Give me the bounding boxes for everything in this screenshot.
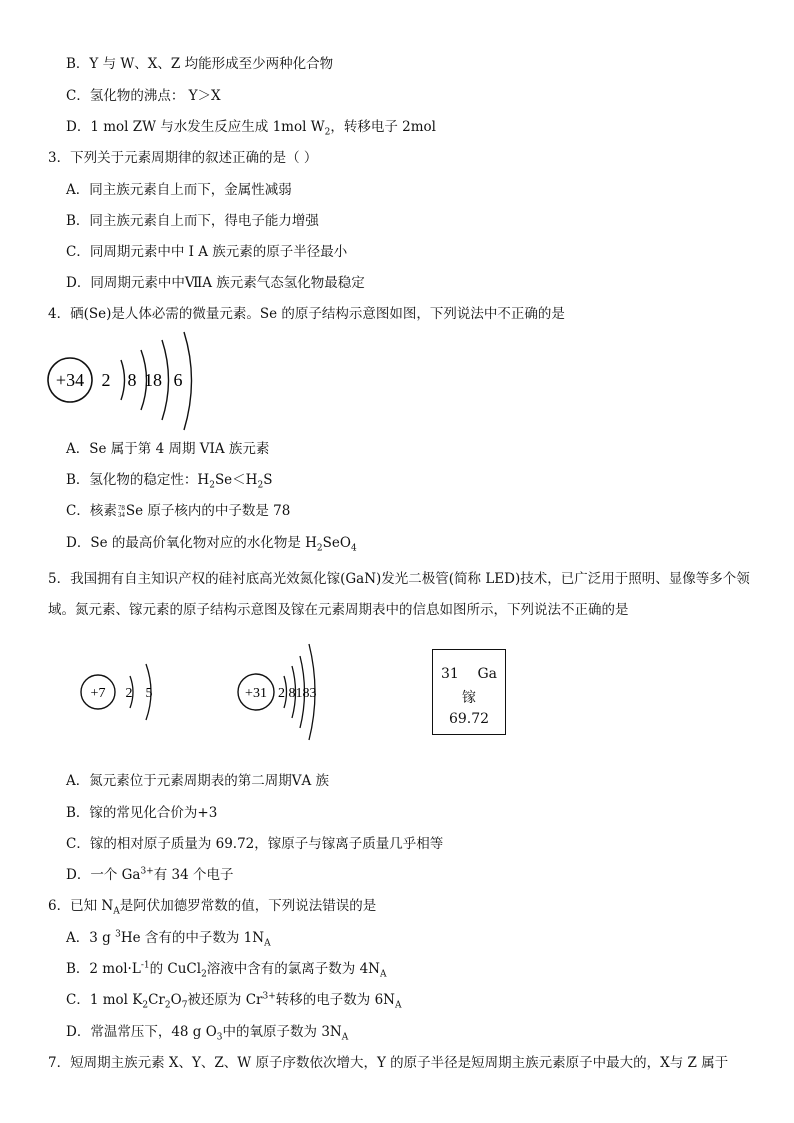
se-nuclide-notation: 78 34 xyxy=(117,503,125,519)
q3-option-c: C．同周期元素中中 I A 族元素的原子半径最小 xyxy=(66,244,348,260)
n-shell-1-count: 2 xyxy=(125,686,133,701)
se-nucleus-charge: +34 xyxy=(55,370,85,390)
q5-option-a: A．氮元素位于元素周期表的第二周期ⅤA 族 xyxy=(66,773,330,789)
q3-option-a: A．同主族元素自上而下，金属性减弱 xyxy=(66,182,292,198)
ga-atomic-mass: 69.72 xyxy=(448,711,490,727)
q5-option-d: D．一个 $Ga^{3+}$有 34 个电子 xyxy=(66,866,234,883)
q6-option-a: A．3 g $^3$He 含有的中子数为 $1N_A$ xyxy=(66,929,271,949)
q7-stem: 7．短周期主族元素 X、Y、Z、W 原子序数依次增大，Y 的原子半径是短周期主族元素原子中最大的，X与 Z 属于 xyxy=(48,1055,729,1071)
q2-option-d: D．1 mol ZW 与水发生反应生成 1mol $W_2$，转移电子 2mol xyxy=(66,119,436,138)
q3-stem: 3．下列关于元素周期律的叙述正确的是（ ） xyxy=(48,150,318,166)
ga-nucleus-charge: +31 xyxy=(245,686,267,701)
q4-option-a: A．Se 属于第 4 周期 VIA 族元素 xyxy=(66,441,270,457)
q3-option-d: D．同周期元素中中ⅦA 族元素气态氢化物最稳定 xyxy=(66,275,365,291)
q5-option-c: C．镓的相对原子质量为 69.72，镓原子与镓离子质量几乎相等 xyxy=(66,836,444,852)
se-atom-diagram xyxy=(44,330,204,434)
q4-option-d: D．Se 的最高价氧化物对应的水化物是 $H_2SeO_4$ xyxy=(66,535,357,554)
q5-stem: 5．我国拥有自主知识产权的硅衬底高光效氮化镓(GaN)发光二极管(简称 LED)技术，已广泛用于照明、显像等多个领域。氮元素、镓元素的原子结构示意图及镓在元素周期表中的信息如图所示，下列说法不正确的是 xyxy=(48,571,750,618)
q6-option-d: D．常温常压下，48 g $O_3$中的氧原子数为 $3N_A$ xyxy=(66,1024,349,1043)
n-shell-2-count: 5 xyxy=(145,686,153,701)
q4-option-b: B．氢化物的稳定性：$H_2Se<H_2S$ xyxy=(66,472,273,491)
ga-atomic-number: 31 xyxy=(441,666,459,682)
se-shell-arc-1 xyxy=(121,360,125,400)
q4-option-c: C．核素78 34Se 原子核内的中子数是 78 xyxy=(66,503,291,519)
se-shell-arc-3 xyxy=(162,340,169,420)
ga-element-name: 镓 xyxy=(462,690,476,706)
ga-symbol: Ga xyxy=(477,666,497,682)
n-nucleus-charge: +7 xyxy=(90,686,106,701)
ga-shell-counts: 2 8183 xyxy=(278,686,317,701)
q6-option-b: B．2 $mol\cdot L^{-1}$的 CuCl$_2$溶液中含有的氯离子数为 $4N_A$ xyxy=(66,960,387,980)
q4-stem: 4．硒(Se)是人体必需的微量元素。Se 的原子结构示意图如图，下列说法中不正确的是 xyxy=(48,306,565,322)
q2-option-b: B．Y 与 W、X、Z 均能形成至少两种化合物 xyxy=(66,56,334,72)
se-shell-arc-4 xyxy=(184,332,192,430)
se-shell-1-count: 2 xyxy=(101,370,111,390)
ga-atom-diagram xyxy=(236,634,336,752)
q2-option-c: C．氢化物的沸点： Y＞X xyxy=(66,88,221,104)
se-shell-4-count: 6 xyxy=(173,370,183,390)
ga-periodic-cell xyxy=(432,649,506,735)
n-atom-diagram xyxy=(78,654,168,730)
q5-option-b: B．镓的常见化合价为+3 xyxy=(66,805,218,821)
se-shell-3-count: 18 xyxy=(144,370,162,390)
q3-option-b: B．同主族元素自上而下，得电子能力增强 xyxy=(66,213,319,229)
q6-stem: 6．已知 $N_A$是阿伏加德罗常数的值，下列说法错误的是 xyxy=(48,898,377,917)
se-shell-2-count: 8 xyxy=(127,370,137,390)
q6-option-c: C．1 mol $K_2Cr_2O_7$被还原为 $Cr^{3+}$转移的电子数为 $6N_A$ xyxy=(66,991,402,1011)
